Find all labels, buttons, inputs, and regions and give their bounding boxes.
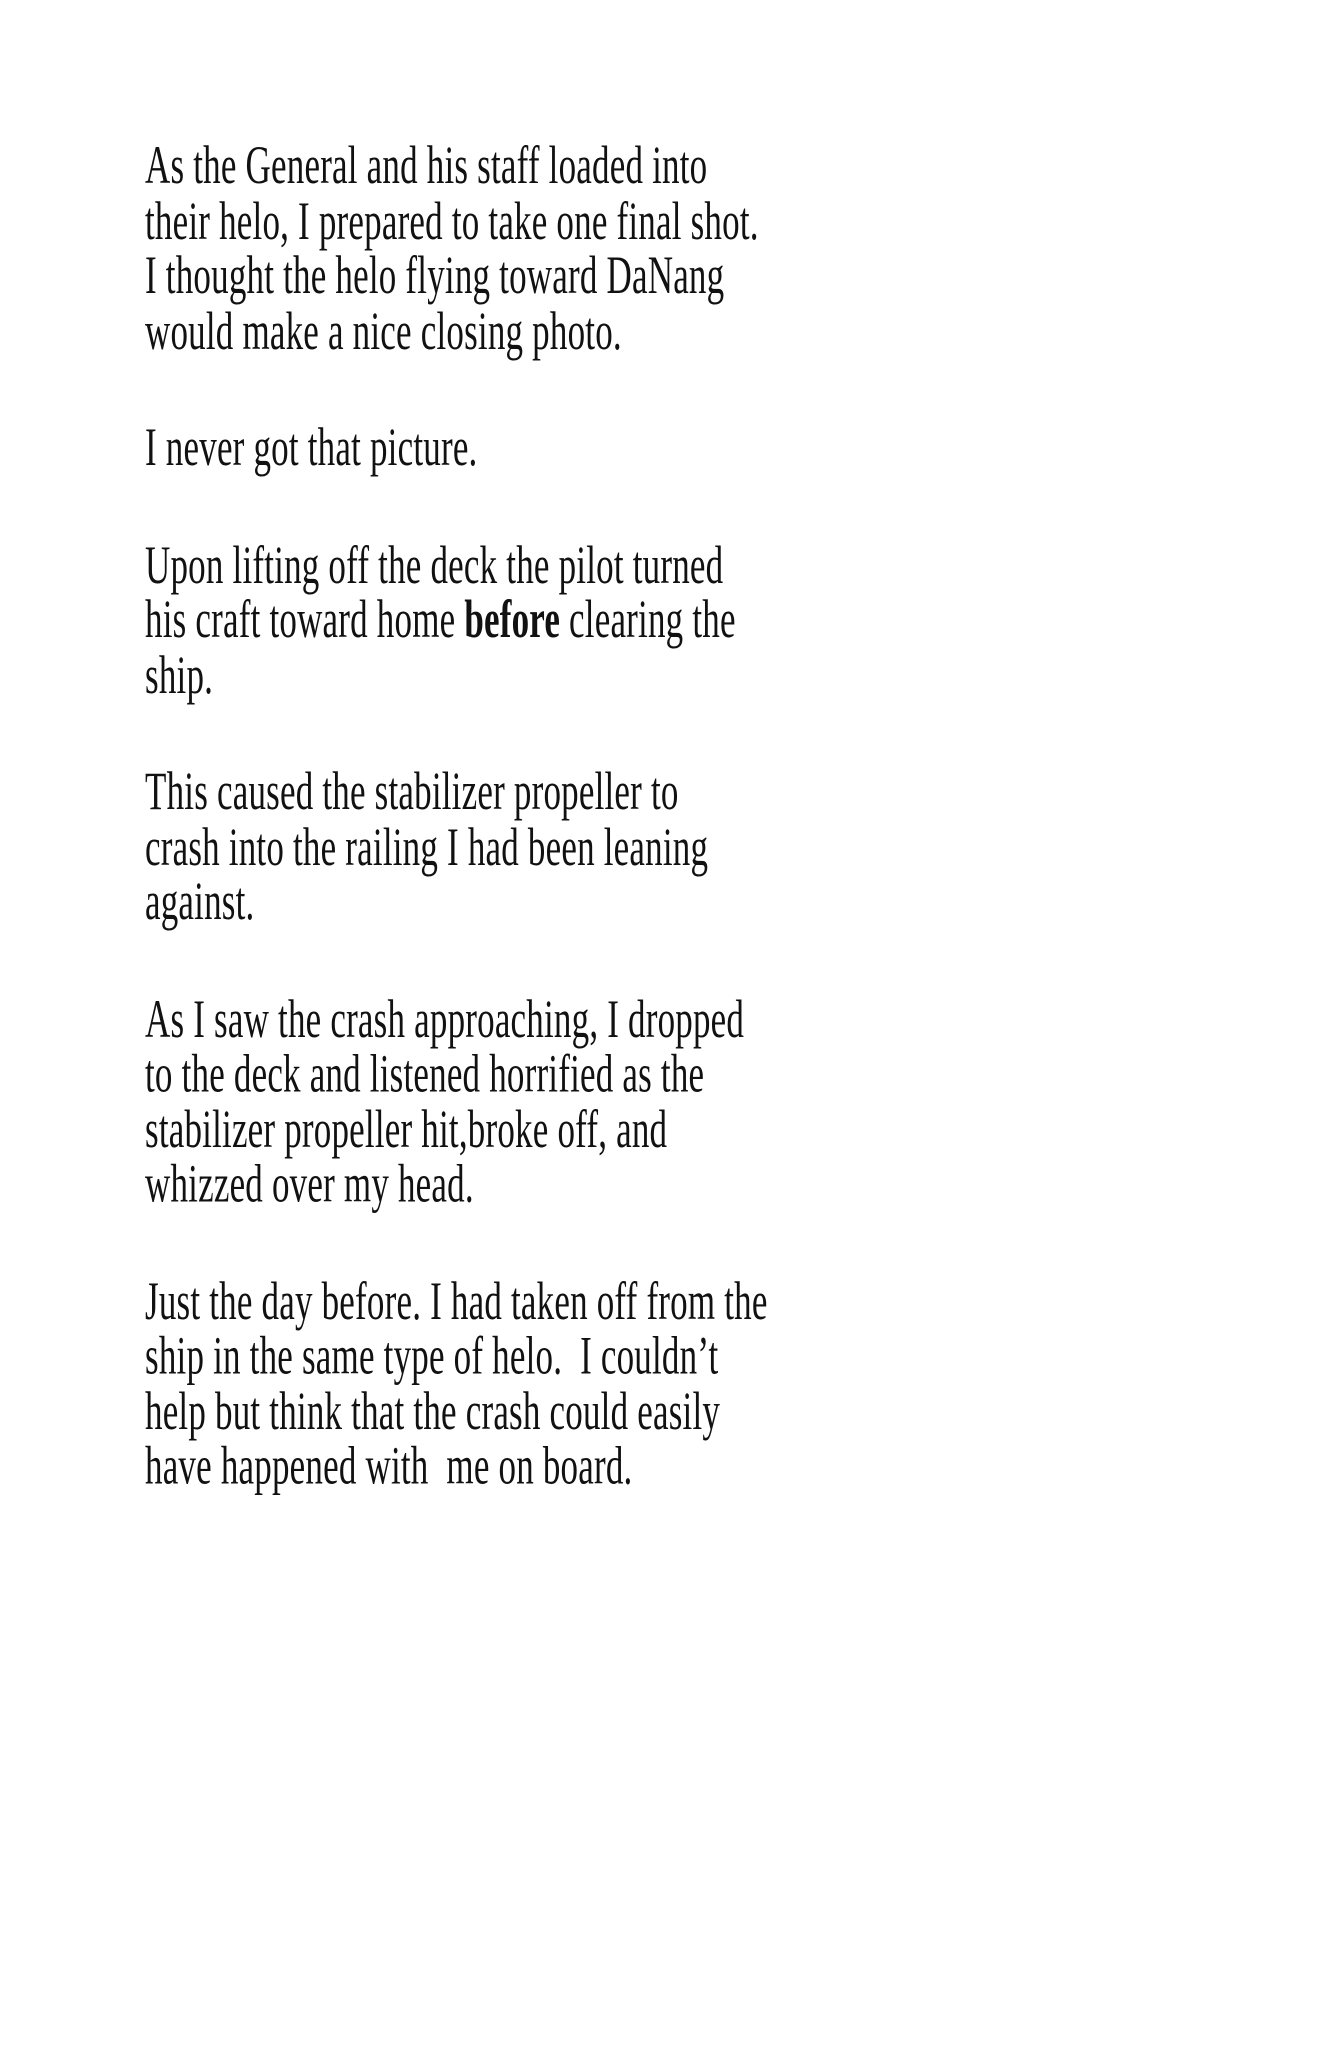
text-run: against. [145, 871, 255, 932]
text-run: ship in the same type of helo. I couldn’t [145, 1325, 719, 1386]
text-run: their helo, I prepared to take one final shot. [145, 189, 759, 251]
text-run: clearing the [560, 589, 736, 650]
text-line [145, 988, 955, 1049]
text-line [145, 1098, 955, 1159]
text-line [145, 299, 955, 361]
text-line [145, 244, 955, 306]
text-run: to the deck and listened horrified as the [145, 1043, 705, 1104]
text-line [145, 1043, 955, 1104]
text-line [145, 1435, 955, 1496]
paragraph [145, 134, 955, 361]
paragraph [145, 988, 955, 1214]
bold-text: before [464, 589, 561, 650]
text-line [145, 189, 955, 251]
text-run: crash into the railing I had been leaning [145, 816, 709, 877]
text-line [145, 1380, 955, 1441]
text-line [145, 417, 955, 478]
text-block [145, 134, 955, 1555]
paragraph [145, 417, 955, 478]
text-line [145, 816, 955, 877]
text-line [145, 871, 955, 932]
text-line [145, 534, 955, 595]
text-run: This caused the stabilizer propeller to [145, 761, 679, 822]
paragraph [145, 1270, 955, 1496]
text-line [145, 761, 955, 822]
text-run: I never got that picture. [145, 417, 478, 478]
text-run: ship. [145, 644, 214, 705]
text-line [145, 1270, 955, 1331]
text-run: stabilizer propeller hit,broke off, and [145, 1098, 668, 1159]
text-run: whizzed over my head. [145, 1153, 474, 1214]
text-run: As I saw the crash approaching, I dropped [145, 988, 745, 1049]
text-line [145, 1153, 955, 1214]
text-line [145, 1325, 955, 1386]
text-run: I thought the helo flying toward DaNang [145, 244, 725, 306]
text-line [145, 134, 955, 196]
text-line [145, 644, 955, 705]
text-run: Upon lifting off the deck the pilot turned [145, 534, 724, 595]
text-run: have happened with me on board. [145, 1435, 633, 1496]
paragraph [145, 761, 955, 932]
text-run: Just the day before. I had taken off from the [145, 1270, 768, 1331]
paragraph [145, 534, 955, 705]
text-line [145, 589, 955, 650]
text-run: his craft toward home [145, 589, 465, 650]
text-run: As the General and his staff loaded into [145, 134, 708, 196]
text-run: help but think that the crash could easily [145, 1380, 721, 1441]
text-run: would make a nice closing photo. [145, 299, 622, 361]
